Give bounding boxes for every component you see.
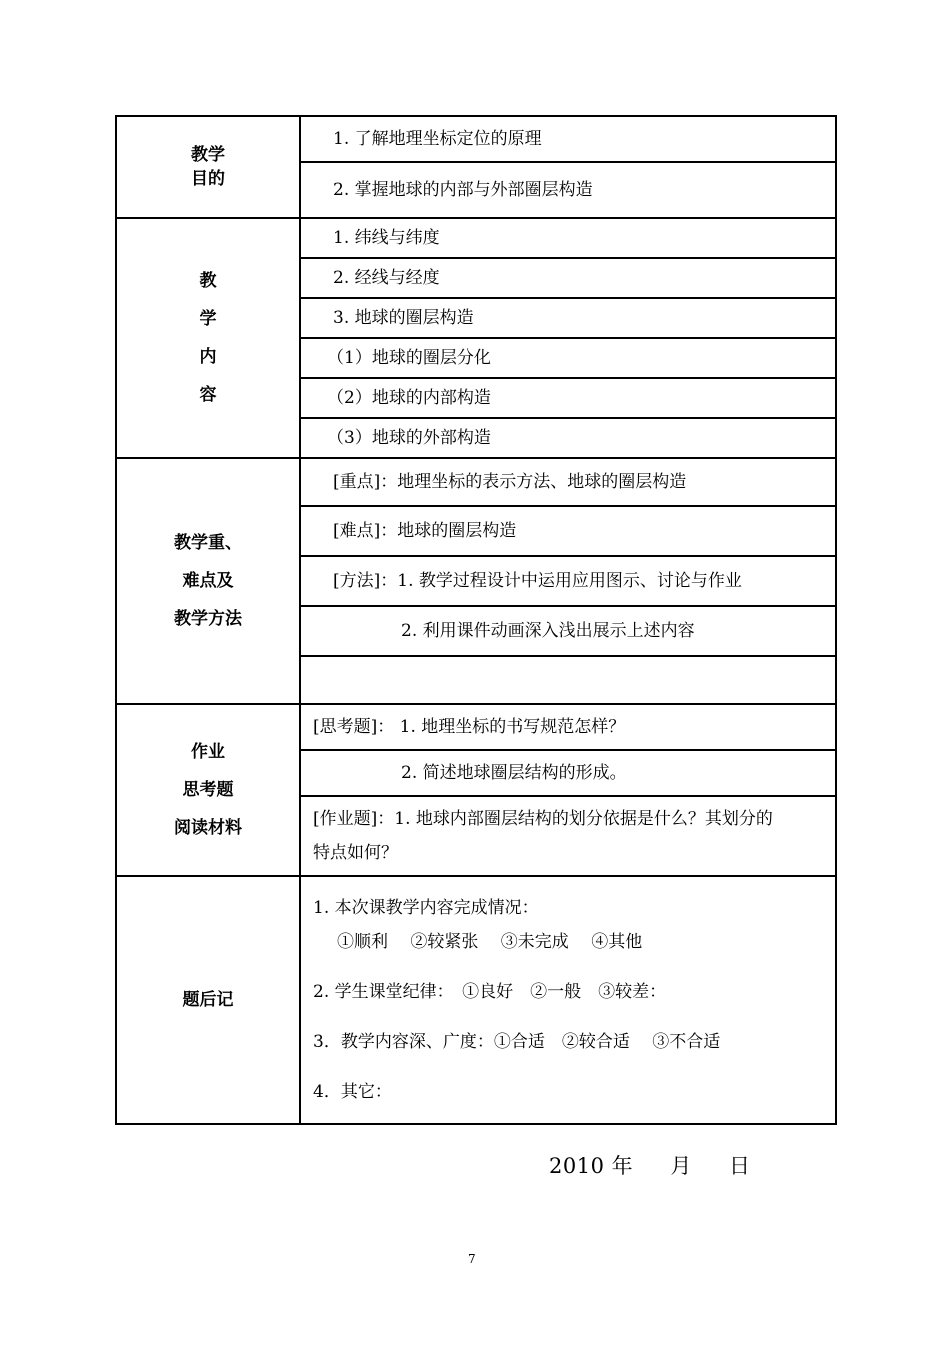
reflection-q4: 4．其它：: [313, 1082, 392, 1102]
focus-item: [难点]：地球的圈层构造: [300, 506, 836, 556]
header-line: 目的: [191, 169, 225, 189]
reflection-q3: 3．教学内容深、广度：①合适 ②较合适 ③不合适: [313, 1032, 721, 1052]
objectives-row: [116, 116, 836, 162]
header-line: 教: [199, 271, 217, 291]
objective-item: 1. 了解地理坐标定位的原理: [300, 116, 836, 162]
date-month: 月: [670, 1154, 692, 1178]
content-row: [116, 218, 836, 258]
header-line: 教学重、: [174, 533, 242, 553]
content-item: 2. 经线与经度: [300, 258, 836, 298]
reflection-header: 题后记: [116, 876, 300, 1124]
header-line: 学: [199, 309, 217, 329]
focus-item: 2. 利用课件动画深入浅出展示上述内容: [300, 606, 836, 656]
header-line: 阅读材料: [174, 818, 242, 838]
lesson-plan-table: [115, 115, 837, 1125]
content-item: 1. 纬线与纬度: [300, 218, 836, 258]
reflection-q1: 1. 本次课教学内容完成情况：: [313, 898, 539, 918]
homework-row: [116, 704, 836, 750]
reflection-q1-options: ①顺利 ②较紧张 ③未完成 ④其他: [337, 932, 643, 952]
focus-header: [116, 458, 300, 704]
header-line: 思考题: [182, 780, 234, 800]
header-line: 内: [199, 347, 217, 367]
focus-empty-cell: [300, 656, 836, 704]
focus-item: [方法]：1. 教学过程设计中运用应用图示、讨论与作业: [300, 556, 836, 606]
reflection-row: [116, 876, 836, 1124]
homework-header: [116, 704, 300, 876]
content-item: （1）地球的圈层分化: [300, 338, 836, 378]
date-year: 2010 年: [549, 1154, 634, 1178]
content-item: 3. 地球的圈层构造: [300, 298, 836, 338]
homework-text-line: 特点如何？: [313, 843, 398, 863]
header-line: 教学: [191, 145, 225, 165]
objectives-header: [116, 116, 300, 218]
content-item: （3）地球的外部构造: [300, 418, 836, 458]
page-number: 7: [468, 1252, 476, 1266]
date-day: 日: [729, 1154, 751, 1178]
homework-item: [思考题]： 1. 地理坐标的书写规范怎样？: [300, 704, 836, 750]
reflection-q2: 2. 学生课堂纪律： ①良好 ②一般 ③较差：: [313, 982, 667, 1002]
header-line: 作业: [191, 742, 225, 762]
homework-text-line: [作业题]：1. 地球内部圈层结构的划分依据是什么？其划分的: [313, 809, 773, 829]
homework-item: 2. 简述地球圈层结构的形成。: [300, 750, 836, 796]
date-line: [549, 1150, 751, 1180]
content-item: （2）地球的内部构造: [300, 378, 836, 418]
header-line: 教学方法: [174, 609, 242, 629]
content-header: [116, 218, 300, 458]
focus-item: [重点]：地理坐标的表示方法、地球的圈层构造: [300, 458, 836, 506]
reflection-cell: [300, 876, 836, 1124]
focus-row: [116, 458, 836, 506]
header-line: 难点及: [182, 571, 234, 591]
objective-item: 2. 掌握地球的内部与外部圈层构造: [300, 162, 836, 218]
header-line: 容: [199, 385, 217, 405]
homework-item: [300, 796, 836, 876]
